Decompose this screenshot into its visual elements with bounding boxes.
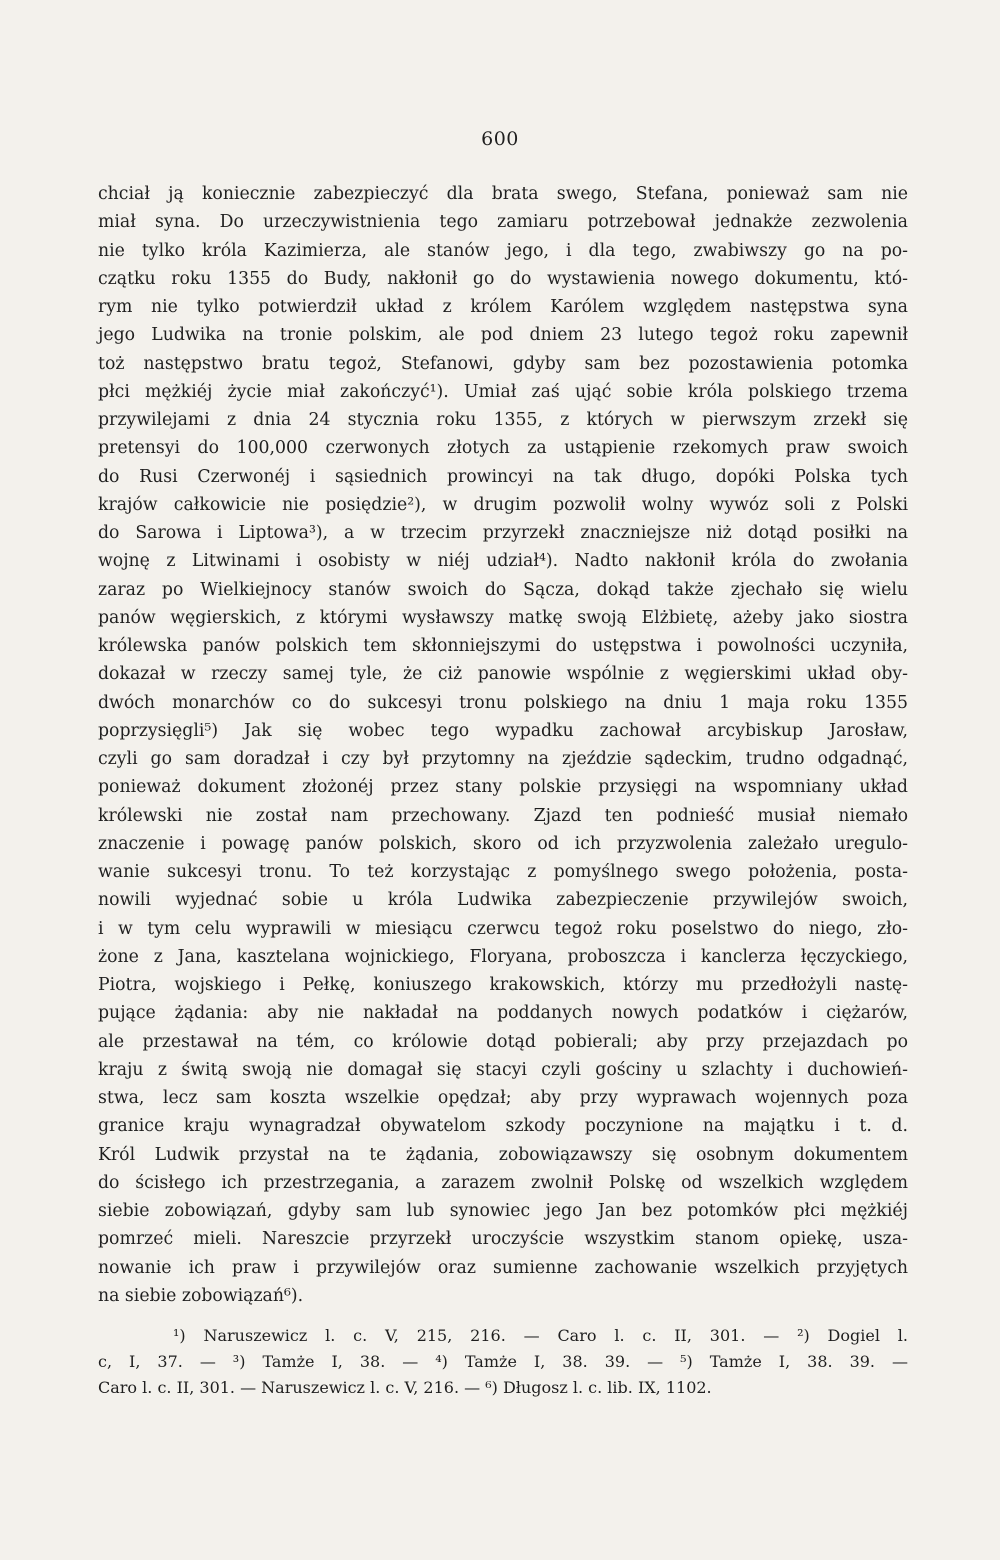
text-line: miał syna. Do urzeczywistnienia tego zamiaru potrzebował jednakże zezwolenia xyxy=(98,212,908,233)
text-line: i w tym celu wyprawili w miesiącu czerwcu tegoż roku poselstwo do niego, zło- xyxy=(98,918,908,939)
text-line: chciał ją koniecznie zabezpieczyć dla brata swego, Stefana, ponieważ sam nie xyxy=(98,184,908,204)
text-line: siebie zobowiązań, gdyby sam lub synowiec jego Jan bez potomków płci mężkiéj xyxy=(98,1201,908,1221)
text-line: pujące żądania: aby nie nakładał na poddanych nowych podatków i ciężarów, xyxy=(98,1003,908,1024)
text-line: czątku roku 1355 do Budy, nakłonił go do wystawienia nowego dokumentu, któ- xyxy=(98,268,908,289)
text-line: kraju z świtą swoją nie domagał się stacyi czyli gościny u szlachty i duchowień- xyxy=(98,1059,908,1080)
text-line: przywilejami z dnia 24 stycznia roku 1355, z których w pierwszym zrzekł się xyxy=(98,410,908,430)
text-line: panów węgierskich, z którymi wysławszy matkę swoją Elżbietę, ażeby jako siostra xyxy=(98,607,908,628)
text-line: do Rusi Czerwonéj i sąsiednich prowincyi na tak długo, dopóki Polska tych xyxy=(98,466,908,487)
footnote-line: ¹) Naruszewicz l. c. V, 215, 216. — Caro l. c. II, 301. — ²) Dogiel l. xyxy=(173,1326,908,1345)
text-line: nowanie ich praw i przywilejów oraz sumienne zachowanie wszelkich przyjętych xyxy=(98,1257,908,1278)
text-line: dwóch monarchów co do sukcesyi tronu polskiego na dniu 1 maja roku 1355 xyxy=(98,692,908,713)
text-line: granice kraju wynagradzał obywatelom szkody poczynione na majątku i t. d. xyxy=(98,1116,908,1137)
text-line: płci mężkiéj życie miał zakończyć¹). Umiał zaś ująć sobie króla polskiego trzema xyxy=(98,381,908,402)
text-line: do ścisłego ich przestrzegania, a zarazem zwolnił Polskę od wszelkich względem xyxy=(98,1172,908,1193)
text-line: żone z Jana, kasztelana wojnickiego, Floryana, proboszcza i kanclerza łęczyckiego, xyxy=(98,946,908,967)
text-line: rym nie tylko potwierdził układ z królem Karólem względem następstwa syna xyxy=(98,297,908,317)
text-line: królewska panów polskich tem skłonniejszymi do ustępstwa i powolności uczyniła, xyxy=(98,636,908,656)
text-line: toż następstwo bratu tegoż, Stefanowi, gdyby sam bez pozostawienia potomka xyxy=(98,353,908,374)
text-line: jego Ludwika na tronie polskim, ale pod dniem 23 lutego tegoż roku zapewnił xyxy=(98,325,908,346)
text-line: czyli go sam doradzał i czy był przytomny na zjeździe sądeckim, trudno odgadnąć, xyxy=(98,749,908,769)
text-line: pomrzeć mieli. Nareszcie przyrzekł uroczyście wszystkim stanom opiekę, usza- xyxy=(98,1229,908,1250)
text-line: nie tylko króla Kazimierza, ale stanów jego, i dla tego, zwabiwszy go na po- xyxy=(98,240,908,261)
text-line: królewski nie został nam przechowany. Zjazd ten podnieść musiał niemało xyxy=(98,805,908,826)
footnotes xyxy=(98,1323,908,1401)
text-line: dokazał w rzeczy samej tyle, że ciż panowie wspólnie z węgierskimi układ oby- xyxy=(98,664,908,685)
page-number: 600 xyxy=(481,128,519,150)
text-line: stwa, lecz sam koszta wszelkie opędzał; aby przy wyprawach wojennych poza xyxy=(98,1088,908,1108)
text-line: nowili wyjednać sobie u króla Ludwika zabezpieczenie przywilejów swoich, xyxy=(98,890,908,911)
text-line: poprzysięgli⁵) Jak się wobec tego wypadku zachował arcybiskup Jarosław, xyxy=(98,720,908,741)
text-line: pretensyi do 100,000 czerwonych złotych za ustąpienie rzekomych praw swoich xyxy=(98,438,908,459)
text-line: ale przestawał na tém, co królowie dotąd pobierali; aby przy przejazdach po xyxy=(98,1031,908,1052)
text-line: zaraz po Wielkiejnocy stanów swoich do Sącza, dokąd także zjechało się wielu xyxy=(98,579,908,600)
text-line: wojnę z Litwinami i osobisty w niéj udział⁴). Nadto nakłonił króla do zwołania xyxy=(98,551,908,572)
text-line: ponieważ dokument złożonéj przez stany polskie przysięgi na wspomniany układ xyxy=(98,777,908,798)
text-line: na siebie zobowiązań⁶). xyxy=(98,1285,304,1306)
footnote-line: Caro l. c. II, 301. — Naruszewicz l. c. V, 216. — ⁶) Długosz l. c. lib. IX, 1102. xyxy=(98,1378,712,1397)
text-line: Piotra, wojskiego i Pełkę, koniuszego krakowskich, którzy mu przedłożyli nastę- xyxy=(98,975,908,995)
body-text xyxy=(98,180,908,1310)
text-line: Król Ludwik przystał na te żądania, zobowiązawszy się osobnym dokumentem xyxy=(98,1144,908,1165)
footnote-line: c, I, 37. — ³) Tamże I, 38. — ⁴) Tamże I, 38. 39. — ⁵) Tamże I, 38. 39. — xyxy=(98,1352,908,1371)
text-line: znaczenie i powagę panów polskich, skoro od ich przyzwolenia zależało uregulo- xyxy=(98,833,908,854)
text-line: krajów całkowicie nie posiędzie²), w drugim pozwolił wolny wywóz soli z Polski xyxy=(98,494,908,515)
text-line: do Sarowa i Liptowa³), a w trzecim przyrzekł znaczniejsze niż dotąd posiłki na xyxy=(98,523,908,543)
text-line: wanie sukcesyi tronu. To też korzystając z pomyślnego swego położenia, posta- xyxy=(98,862,908,882)
